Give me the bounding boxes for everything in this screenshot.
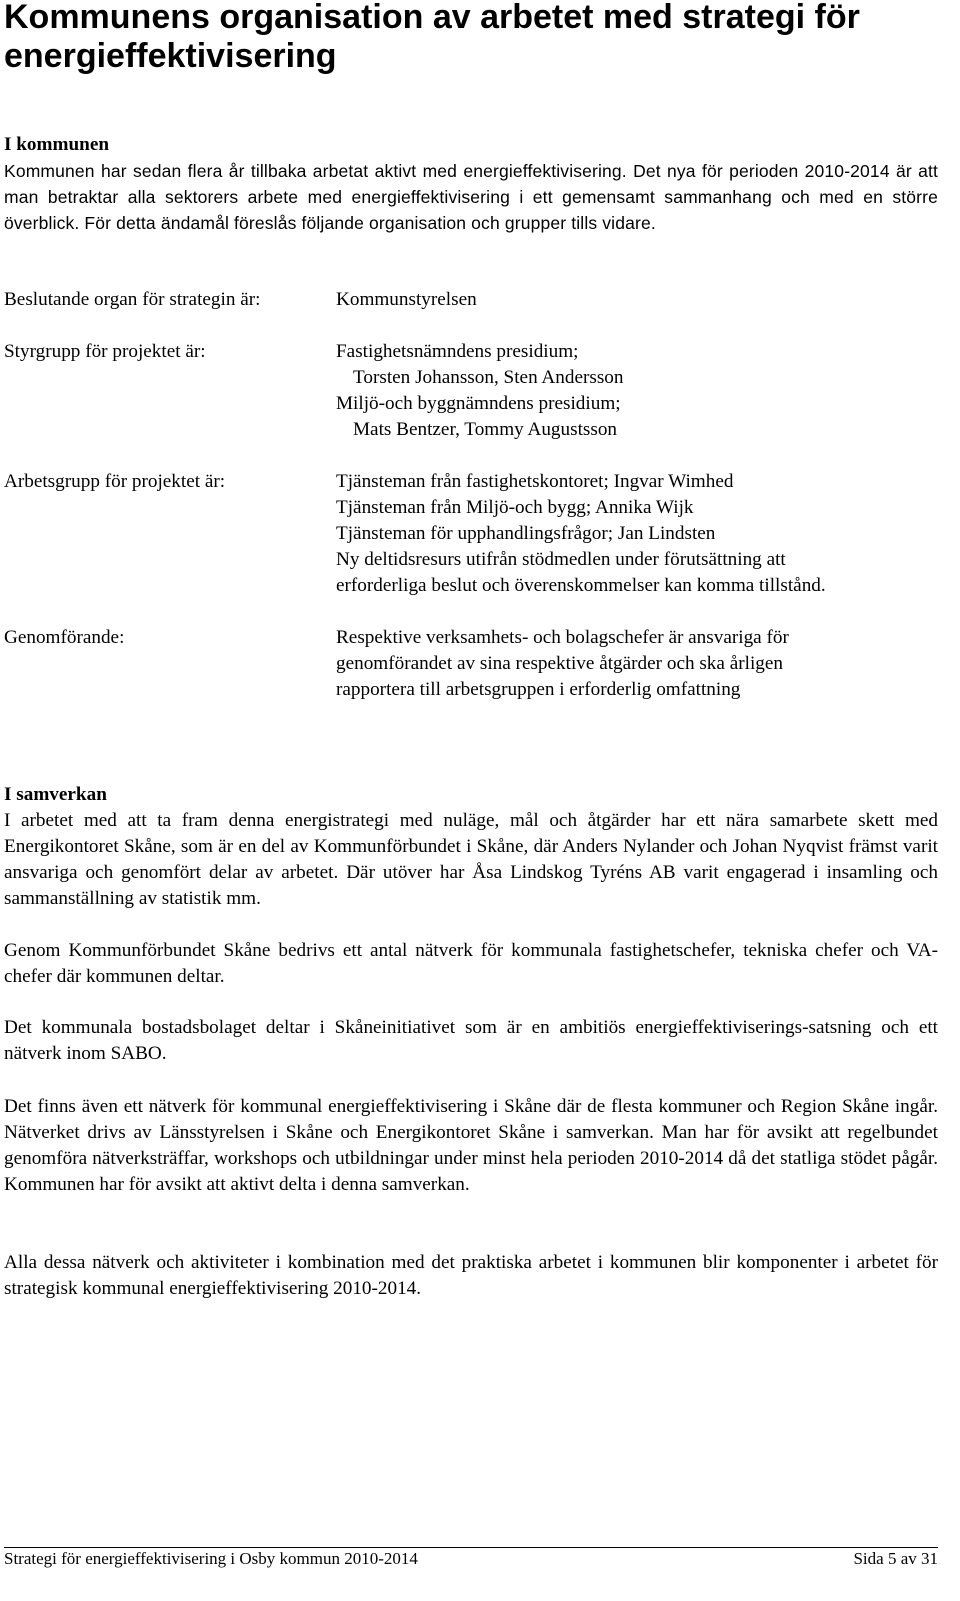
footer-document-title: Strategi för energieffektivisering i Osby kommun 2010-2014 [4, 1549, 418, 1568]
org-value-line: Tjänsteman från Miljö-och bygg; Annika Wijk [336, 497, 694, 518]
page-number: Sida 5 av 31 [853, 1549, 938, 1568]
org-value-line: Respektive verksamhets- och bolagschefer är ansvariga för [336, 627, 789, 648]
page-title: Kommunens organisation av arbetet med strategi för energieffektivisering [4, 0, 860, 75]
samverkan-paragraph: I arbetet med att ta fram denna energistrategi med nuläge, mål och åtgärder har ett nära samarbete skett med Energikontoret Skåne, som är en del av Kommunförbundet i Skåne, där Anders Nylander och Johan Nyqvist främst varit ansvariga och genomfört delar av arbetet. Där utöver har Åsa Lindskog Tyréns AB varit engagerad i insamling och sammanställning av statistik mm. [4, 810, 938, 909]
intro-paragraph: Kommunen har sedan flera år tillbaka arbetat aktivt med energieffektivisering. Det nya för perioden 2010-2014 är att man betraktar alla sektorers arbete med energieffektivisering i ett gemensamt sammanhang och med en större överblick. För detta ändamål föreslås följande organisation och grupper tills vidare. [4, 161, 938, 233]
org-row-value [336, 287, 936, 313]
section-kommunen [4, 132, 938, 158]
org-value-line: Tjänsteman för upphandlingsfrågor; Jan Lindsten [336, 523, 716, 544]
org-value-line: Kommunstyrelsen [336, 289, 477, 310]
org-row-label: Genomförande: [4, 627, 125, 648]
samverkan-paragraph: Alla dessa nätverk och aktiviteter i kombination med det praktiska arbetet i kommunen blir komponenter i arbetet för strategisk kommunal energieffektivisering 2010-2014. [4, 1252, 938, 1299]
org-value-line: Ny deltidsresurs utifrån stödmedlen under förutsättning att [336, 549, 786, 570]
org-value-line: genomförandet av sina respektive åtgärder och ska årligen [336, 653, 783, 674]
samverkan-paragraph: Det finns även ett nätverk för kommunal energieffektivisering i Skåne där de flesta kommuner och Region Skåne ingår. Nätverket drivs av Länsstyrelsen i Skåne och Energikontoret Skåne i samverkan. Man har för avsikt att regelbundet genomföra nätverksträffar, workshops och utbildningar under minst hela perioden 2010-2014 då det statliga stödet pågår. Kommunen har för avsikt att aktivt delta i denna samverkan. [4, 1096, 938, 1195]
section-samverkan [4, 782, 938, 808]
org-value-line: rapportera till arbetsgruppen i erforderlig omfattning [336, 679, 741, 700]
org-value-line: Mats Bentzer, Tommy Augustsson [353, 419, 618, 440]
org-row-label: Arbetsgrupp för projektet är: [4, 471, 226, 492]
org-row-label: Styrgrupp för projektet är: [4, 341, 206, 362]
section-heading: I kommunen [4, 134, 110, 155]
org-row-value [336, 339, 936, 443]
samverkan-paragraph: Genom Kommunförbundet Skåne bedrivs ett antal nätverk för kommunala fastighetschefer, tekniska chefer och VA-chefer där kommunen deltar. [4, 940, 938, 987]
org-value-line: Tjänsteman från fastighetskontoret; Ingvar Wimhed [336, 471, 734, 492]
section-heading: I samverkan [4, 784, 107, 805]
org-row-value [336, 625, 936, 703]
org-value-line: Fastighetsnämndens presidium; [336, 341, 579, 362]
page-footer [4, 1548, 938, 1570]
org-value-line: Miljö-och byggnämndens presidium; [336, 393, 621, 414]
org-value-line: erforderliga beslut och överenskommelser kan komma tillstånd. [336, 575, 826, 596]
org-value-line: Torsten Johansson, Sten Andersson [353, 367, 624, 388]
org-row-label: Beslutande organ för strategin är: [4, 289, 261, 310]
org-row-value [336, 469, 936, 599]
samverkan-paragraph: Det kommunala bostadsbolaget deltar i Skåneinitiativet som är en ambitiös energieffektiviserings-satsning och ett nätverk inom SABO. [4, 1017, 938, 1064]
